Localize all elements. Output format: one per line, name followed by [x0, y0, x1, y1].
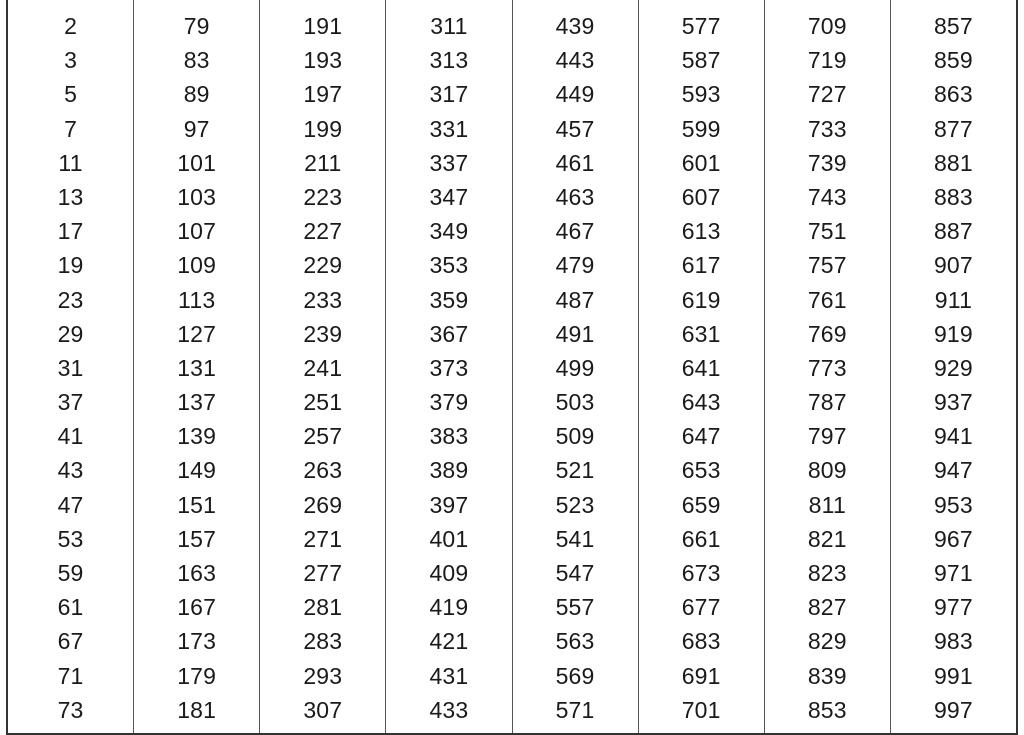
table-cell: 409 — [429, 560, 469, 586]
table-cell: 673 — [681, 560, 721, 586]
table-cell: 577 — [681, 13, 721, 39]
table-cell: 7 — [64, 115, 78, 142]
table-cell: 563 — [555, 628, 595, 655]
table-cell: 809 — [807, 457, 847, 484]
table-cell: 953 — [933, 491, 973, 518]
table-cell: 503 — [555, 389, 595, 416]
table-column — [639, 0, 765, 733]
table-cell: 607 — [681, 183, 721, 210]
table-cell: 631 — [681, 320, 721, 347]
table-cell: 821 — [807, 525, 847, 552]
table-cell: 881 — [933, 149, 973, 176]
table-cell: 571 — [555, 696, 595, 723]
table-cell: 59 — [57, 560, 84, 586]
table-cell: 991 — [933, 662, 973, 689]
table-cell: 487 — [555, 286, 595, 313]
table-cell: 739 — [807, 149, 847, 176]
table-cell: 601 — [681, 149, 721, 176]
table-cell: 29 — [57, 320, 84, 347]
table-cell: 31 — [57, 354, 84, 381]
table-cell: 883 — [933, 183, 973, 210]
table-cell: 79 — [183, 13, 210, 39]
table-cell: 269 — [303, 491, 343, 518]
table-cell: 887 — [933, 218, 973, 245]
table-cell: 907 — [933, 252, 973, 279]
table-column — [513, 0, 639, 733]
table-cell: 109 — [177, 252, 217, 279]
table-cell: 11 — [58, 149, 83, 176]
table-cell: 677 — [681, 594, 721, 621]
table-cell: 433 — [429, 696, 469, 723]
table-cell: 569 — [555, 662, 595, 689]
table-cell: 281 — [303, 594, 343, 621]
table-cell: 419 — [429, 594, 469, 621]
table-cell: 659 — [681, 491, 721, 518]
table-cell: 491 — [555, 320, 595, 347]
table-cell: 773 — [807, 354, 847, 381]
table-cell: 397 — [429, 491, 469, 518]
table-cell: 131 — [177, 354, 217, 381]
table-cell: 43 — [57, 457, 84, 484]
table-cell: 353 — [429, 252, 469, 279]
table-cell: 457 — [555, 115, 595, 142]
table-cell: 421 — [429, 628, 469, 655]
table-cell: 293 — [303, 662, 343, 689]
table-cell: 911 — [934, 286, 973, 313]
table-cell: 769 — [807, 320, 847, 347]
table-cell: 967 — [933, 525, 973, 552]
table-cell: 163 — [177, 560, 217, 586]
table-cell: 859 — [933, 47, 973, 74]
table-cell: 277 — [303, 560, 343, 586]
table-cell: 463 — [555, 183, 595, 210]
table-cell: 317 — [429, 81, 469, 108]
table-cell: 97 — [183, 115, 210, 142]
table-cell: 191 — [303, 13, 343, 39]
table-cell: 199 — [303, 115, 343, 142]
table-cell: 53 — [57, 525, 84, 552]
table-column — [386, 0, 512, 733]
table-cell: 509 — [555, 423, 595, 450]
prime-number-table — [6, 0, 1018, 735]
table-cell: 223 — [303, 183, 343, 210]
table-cell: 599 — [681, 115, 721, 142]
table-cell: 383 — [429, 423, 469, 450]
table-cell: 751 — [807, 218, 847, 245]
table-cell: 67 — [57, 628, 84, 655]
table-cell: 523 — [555, 491, 595, 518]
table-cell: 787 — [807, 389, 847, 416]
table-cell: 311 — [430, 13, 468, 39]
table-cell: 467 — [555, 218, 595, 245]
table-cell: 709 — [807, 13, 847, 39]
table-cell: 173 — [177, 628, 217, 655]
table-cell: 449 — [555, 81, 595, 108]
table-cell: 211 — [304, 149, 342, 176]
table-cell: 107 — [177, 218, 217, 245]
table-cell: 19 — [57, 252, 84, 279]
table-cell: 661 — [681, 525, 721, 552]
table-cell: 197 — [303, 81, 343, 108]
table-cell: 971 — [933, 560, 973, 586]
table-cell: 683 — [681, 628, 721, 655]
table-cell: 337 — [429, 149, 469, 176]
table-cell: 853 — [807, 696, 847, 723]
table-cell: 239 — [303, 320, 343, 347]
table-cell: 443 — [555, 47, 595, 74]
table-cell: 271 — [303, 525, 343, 552]
table-cell: 179 — [177, 662, 217, 689]
table-cell: 23 — [57, 286, 84, 313]
table-cell: 389 — [429, 457, 469, 484]
table-cell: 643 — [681, 389, 721, 416]
table-cell: 149 — [177, 457, 217, 484]
table-column — [8, 0, 134, 733]
table-cell: 733 — [807, 115, 847, 142]
table-cell: 359 — [429, 286, 469, 313]
table-cell: 797 — [807, 423, 847, 450]
table-cell: 2 — [64, 13, 78, 39]
table-cell: 47 — [57, 491, 84, 518]
table-cell: 941 — [933, 423, 973, 450]
table-cell: 157 — [177, 525, 217, 552]
table-cell: 37 — [57, 389, 84, 416]
table-cell: 827 — [807, 594, 847, 621]
table-cell: 349 — [429, 218, 469, 245]
table-cell: 3 — [64, 47, 78, 74]
table-cell: 653 — [681, 457, 721, 484]
table-cell: 73 — [57, 696, 84, 723]
table-cell: 127 — [177, 320, 217, 347]
table-cell: 761 — [807, 286, 847, 313]
table-cell: 947 — [933, 457, 973, 484]
table-cell: 17 — [57, 218, 84, 245]
table-cell: 619 — [681, 286, 721, 313]
table-cell: 857 — [933, 13, 973, 39]
table-cell: 839 — [807, 662, 847, 689]
table-cell: 13 — [57, 183, 84, 210]
table-cell: 227 — [303, 218, 343, 245]
table-cell: 151 — [177, 491, 217, 518]
table-cell: 499 — [555, 354, 595, 381]
table-cell: 613 — [681, 218, 721, 245]
table-cell: 983 — [933, 628, 973, 655]
table-cell: 521 — [555, 457, 595, 484]
table-cell: 977 — [933, 594, 973, 621]
table-cell: 401 — [429, 525, 469, 552]
table-cell: 431 — [429, 662, 469, 689]
table-cell: 593 — [681, 81, 721, 108]
table-cell: 863 — [933, 81, 973, 108]
table-cell: 103 — [177, 183, 217, 210]
table-cell: 367 — [429, 320, 469, 347]
table-cell: 811 — [808, 491, 846, 518]
table-cell: 167 — [177, 594, 217, 621]
table-cell: 691 — [681, 662, 721, 689]
table-column — [134, 0, 260, 733]
table-cell: 919 — [933, 320, 973, 347]
table-cell: 241 — [303, 354, 343, 381]
table-cell: 139 — [177, 423, 217, 450]
table-cell: 757 — [807, 252, 847, 279]
table-cell: 71 — [57, 662, 84, 689]
table-cell: 5 — [64, 81, 78, 108]
table-cell: 727 — [807, 81, 847, 108]
table-cell: 251 — [303, 389, 343, 416]
table-cell: 263 — [303, 457, 343, 484]
table-column — [891, 0, 1016, 733]
table-cell: 113 — [178, 286, 216, 313]
table-cell: 101 — [177, 149, 217, 176]
table-cell: 997 — [933, 696, 973, 723]
table-cell: 61 — [57, 594, 84, 621]
table-cell: 181 — [177, 696, 217, 723]
table-column — [260, 0, 386, 733]
table-cell: 829 — [807, 628, 847, 655]
table-cell: 461 — [555, 149, 595, 176]
table-cell: 283 — [303, 628, 343, 655]
table-cell: 541 — [555, 525, 595, 552]
table-cell: 83 — [183, 47, 210, 74]
table-cell: 373 — [429, 354, 469, 381]
table-cell: 193 — [303, 47, 343, 74]
table-cell: 257 — [303, 423, 343, 450]
table-cell: 89 — [183, 81, 210, 108]
table-cell: 379 — [429, 389, 469, 416]
table-cell: 233 — [303, 286, 343, 313]
table-cell: 617 — [681, 252, 721, 279]
table-cell: 587 — [681, 47, 721, 74]
table-cell: 937 — [933, 389, 973, 416]
table-cell: 701 — [681, 696, 721, 723]
table-cell: 41 — [57, 423, 84, 450]
table-cell: 877 — [933, 115, 973, 142]
table-cell: 331 — [429, 115, 469, 142]
table-cell: 439 — [555, 13, 595, 39]
table-cell: 557 — [555, 594, 595, 621]
table-cell: 647 — [681, 423, 721, 450]
table-cell: 347 — [429, 183, 469, 210]
table-cell: 719 — [807, 47, 847, 74]
table-cell: 307 — [303, 696, 343, 723]
table-cell: 823 — [807, 560, 847, 586]
table-cell: 641 — [681, 354, 721, 381]
table-cell: 313 — [429, 47, 469, 74]
table-cell: 743 — [807, 183, 847, 210]
table-column — [765, 0, 891, 733]
table-cell: 547 — [555, 560, 595, 586]
table-cell: 479 — [555, 252, 595, 279]
table-cell: 137 — [177, 389, 217, 416]
table-cell: 229 — [303, 252, 343, 279]
table-cell: 929 — [933, 354, 973, 381]
